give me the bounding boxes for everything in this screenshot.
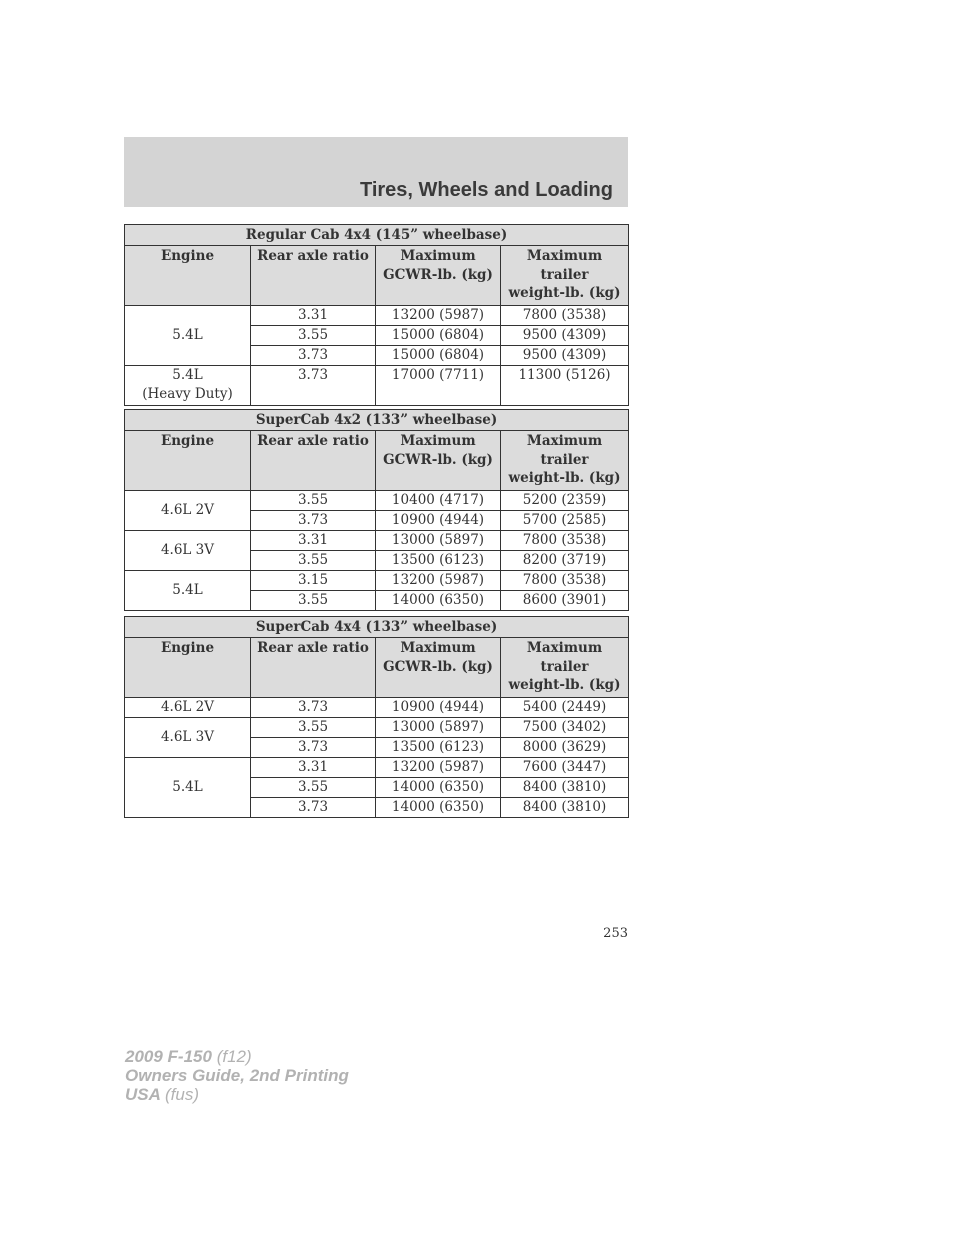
ratio-cell: 3.73: [251, 738, 376, 758]
gcwr-cell: 10900 (4944): [376, 698, 501, 718]
engine-cell: 4.6L 3V: [125, 718, 251, 758]
gcwr-cell: 10900 (4944): [376, 511, 501, 531]
gcwr-cell: 13200 (5987): [376, 306, 501, 326]
towing-table-regular-cab-4x4: [124, 224, 629, 406]
column-header-gcwr: Maximum GCWR-lb. (kg): [376, 246, 501, 306]
towing-table-supercab-4x2: [124, 409, 629, 611]
gcwr-cell: 17000 (7711): [376, 366, 501, 406]
trailer-cell: 9500 (4309): [501, 346, 629, 366]
trailer-cell: 11300 (5126): [501, 366, 629, 406]
column-header-ratio: Rear axle ratio: [251, 431, 376, 491]
ratio-cell: 3.31: [251, 758, 376, 778]
gcwr-cell: 13500 (6123): [376, 551, 501, 571]
engine-cell: 4.6L 2V: [125, 491, 251, 531]
ratio-cell: 3.55: [251, 326, 376, 346]
column-header-gcwr: Maximum GCWR-lb. (kg): [376, 638, 501, 698]
ratio-cell: 3.15: [251, 571, 376, 591]
section-header-band: [124, 137, 628, 207]
ratio-cell: 3.73: [251, 346, 376, 366]
trailer-cell: 5400 (2449): [501, 698, 629, 718]
trailer-cell: 8600 (3901): [501, 591, 629, 611]
footer-line-market: USA (fus): [125, 1085, 199, 1104]
gcwr-cell: 13000 (5897): [376, 718, 501, 738]
column-header-engine: Engine: [125, 246, 251, 306]
table-caption: SuperCab 4x2 (133” wheelbase): [125, 410, 629, 431]
section-title: Tires, Wheels and Loading: [359, 179, 613, 201]
ratio-cell: 3.55: [251, 491, 376, 511]
gcwr-cell: 14000 (6350): [376, 798, 501, 818]
ratio-cell: 3.73: [251, 698, 376, 718]
trailer-cell: 5200 (2359): [501, 491, 629, 511]
ratio-cell: 3.55: [251, 778, 376, 798]
trailer-cell: 7500 (3402): [501, 718, 629, 738]
table-row: [125, 531, 629, 551]
column-header-ratio: Rear axle ratio: [251, 246, 376, 306]
engine-cell: 5.4L (Heavy Duty): [125, 366, 251, 406]
engine-cell: 5.4L: [125, 571, 251, 611]
table-caption: SuperCab 4x4 (133” wheelbase): [125, 617, 629, 638]
column-header-ratio: Rear axle ratio: [251, 638, 376, 698]
trailer-cell: 7800 (3538): [501, 531, 629, 551]
column-header-trailer-weight: Maximum trailer weight-lb. (kg): [501, 638, 629, 698]
trailer-cell: 8000 (3629): [501, 738, 629, 758]
page-number: 253: [603, 926, 628, 941]
gcwr-cell: 13000 (5897): [376, 531, 501, 551]
gcwr-cell: 15000 (6804): [376, 326, 501, 346]
footer-line-edition: Owners Guide, 2nd Printing: [125, 1066, 349, 1085]
table-row: [125, 758, 629, 778]
trailer-cell: 7800 (3538): [501, 306, 629, 326]
gcwr-cell: 14000 (6350): [376, 591, 501, 611]
column-header-gcwr: Maximum GCWR-lb. (kg): [376, 431, 501, 491]
engine-cell: 4.6L 3V: [125, 531, 251, 571]
gcwr-cell: 13200 (5987): [376, 758, 501, 778]
gcwr-cell: 10400 (4717): [376, 491, 501, 511]
trailer-cell: 5700 (2585): [501, 511, 629, 531]
trailer-cell: 8400 (3810): [501, 798, 629, 818]
gcwr-cell: 15000 (6804): [376, 346, 501, 366]
footer-line-model: 2009 F-150 (f12): [125, 1047, 252, 1066]
ratio-cell: 3.31: [251, 306, 376, 326]
ratio-cell: 3.73: [251, 366, 376, 406]
ratio-cell: 3.55: [251, 591, 376, 611]
gcwr-cell: 13200 (5987): [376, 571, 501, 591]
trailer-cell: 8200 (3719): [501, 551, 629, 571]
gcwr-cell: 14000 (6350): [376, 778, 501, 798]
trailer-cell: 9500 (4309): [501, 326, 629, 346]
towing-table-supercab-4x4: [124, 616, 629, 818]
ratio-cell: 3.73: [251, 798, 376, 818]
table-row: [125, 571, 629, 591]
table-row: [125, 306, 629, 326]
ratio-cell: 3.73: [251, 511, 376, 531]
gcwr-cell: 13500 (6123): [376, 738, 501, 758]
trailer-cell: 7800 (3538): [501, 571, 629, 591]
column-header-trailer-weight: Maximum trailer weight-lb. (kg): [501, 246, 629, 306]
engine-cell: 5.4L: [125, 758, 251, 818]
column-header-engine: Engine: [125, 638, 251, 698]
trailer-cell: 7600 (3447): [501, 758, 629, 778]
document-footer: [125, 1047, 349, 1104]
table-row: [125, 366, 629, 406]
ratio-cell: 3.55: [251, 551, 376, 571]
ratio-cell: 3.55: [251, 718, 376, 738]
column-header-trailer-weight: Maximum trailer weight-lb. (kg): [501, 431, 629, 491]
table-caption: Regular Cab 4x4 (145” wheelbase): [125, 225, 629, 246]
engine-cell: 5.4L: [125, 306, 251, 366]
trailer-cell: 8400 (3810): [501, 778, 629, 798]
table-row: [125, 491, 629, 511]
column-header-engine: Engine: [125, 431, 251, 491]
engine-cell: 4.6L 2V: [125, 698, 251, 718]
ratio-cell: 3.31: [251, 531, 376, 551]
table-row: [125, 698, 629, 718]
table-row: [125, 718, 629, 738]
